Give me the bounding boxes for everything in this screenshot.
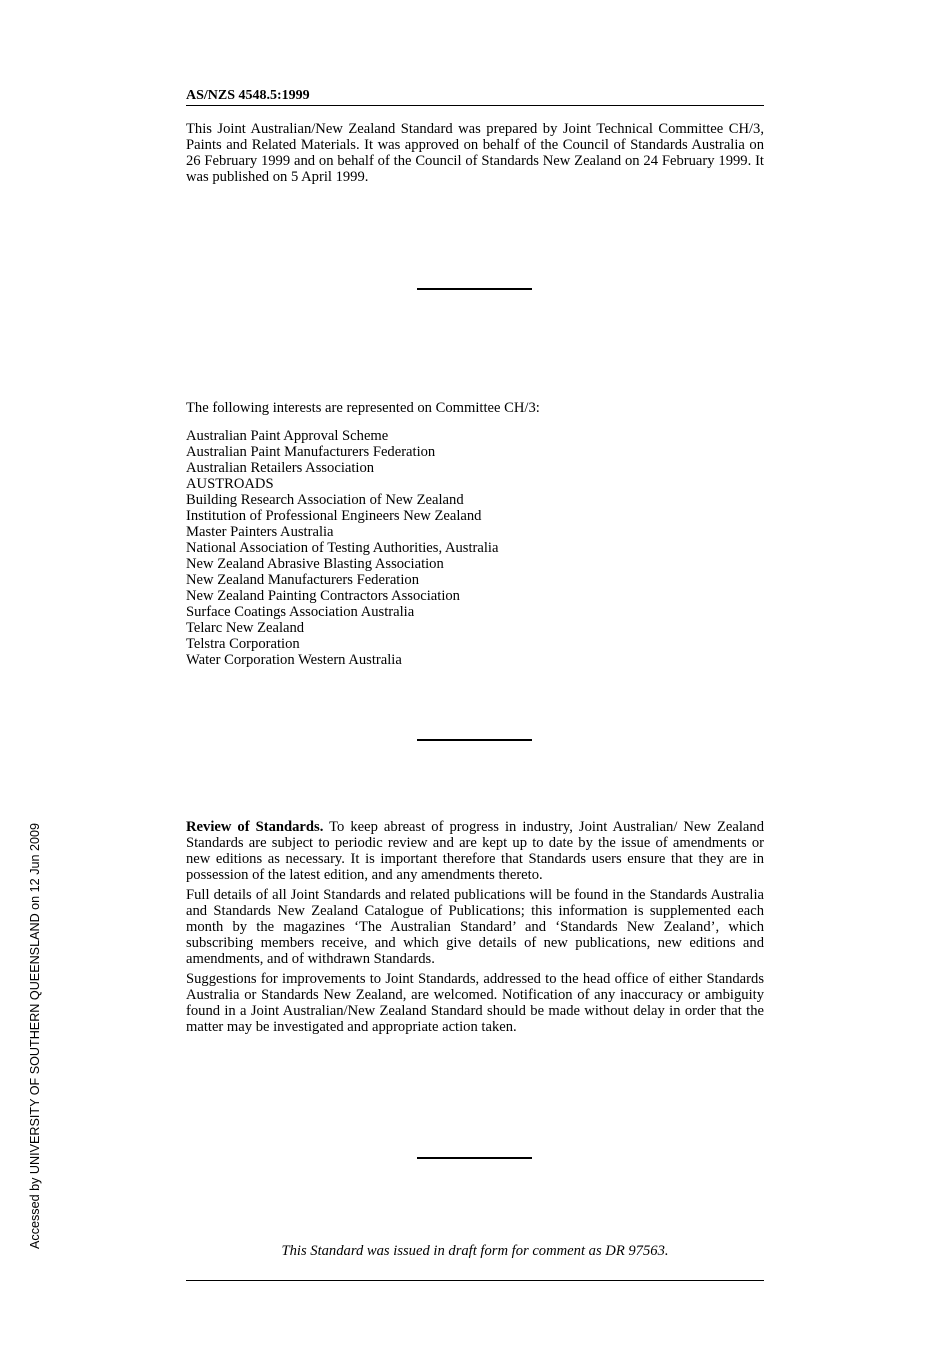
review-paragraph-1-text: To keep abreast of progress in industry, Joint Australian/ New Zealand Standards are subject to periodic review and are kept up to date by the issue of amendments or new editions as necessary. It is important therefore that Standards users ensure that they are in possession of the latest edition, and any amendments thereto.	[186, 819, 765, 883]
committee-intro: The following interests are represented on Committee CH/3:	[186, 400, 540, 416]
list-item: Master Painters Australia	[186, 524, 334, 540]
footer-rule	[186, 1280, 764, 1281]
list-item: AUSTROADS	[186, 476, 274, 492]
document-code: AS/NZS 4548.5:1999	[186, 88, 310, 103]
review-paragraph-1	[186, 819, 764, 883]
list-item: Institution of Professional Engineers New Zealand	[186, 508, 482, 524]
section-divider-1	[417, 288, 532, 290]
review-of-standards-section	[186, 819, 764, 1039]
list-item: Surface Coatings Association Australia	[186, 604, 415, 620]
list-item: Water Corporation Western Australia	[186, 652, 402, 668]
list-item: Australian Retailers Association	[186, 460, 375, 476]
list-item: Australian Paint Manufacturers Federation	[186, 444, 436, 460]
section-divider-2	[417, 739, 532, 741]
list-item: New Zealand Abrasive Blasting Association	[186, 556, 444, 572]
section-divider-3	[417, 1157, 532, 1159]
list-item: Telarc New Zealand	[186, 620, 305, 636]
committee-member-list	[186, 428, 764, 668]
list-item: New Zealand Manufacturers Federation	[186, 572, 419, 588]
list-item: National Association of Testing Authorities, Australia	[186, 540, 499, 556]
approval-paragraph: This Joint Australian/New Zealand Standard was prepared by Joint Technical Committee CH/3, Paints and Related Materials. It was approved on behalf of the Council of Standards Australia on 26 February 1999 and on behalf of the Council of Standards New Zealand on 24 February 1999. It was published on 5 April 1999.	[186, 121, 764, 185]
list-item: Australian Paint Approval Scheme	[186, 428, 389, 444]
draft-note: This Standard was issued in draft form for comment as DR 97563.	[281, 1243, 669, 1259]
review-heading: Review of Standards.	[186, 819, 324, 835]
list-item: New Zealand Painting Contractors Association	[186, 588, 460, 604]
review-paragraph-2: Full details of all Joint Standards and related publications will be found in the Standards Australia and Standards New Zealand Catalogue of Publications; this information is supplemented each month by the magazines ‘The Australian Standard’ and ‘Standards New Zealand’, which subscribing members receive, and which give details of new publications, new editions and amendments, and of withdrawn Standards.	[186, 887, 764, 967]
list-item: Building Research Association of New Zealand	[186, 492, 464, 508]
review-paragraph-3: Suggestions for improvements to Joint Standards, addressed to the head office of either Standards Australia or Standards New Zealand, are welcomed. Notification of any inaccuracy or ambiguity found in a Joint Australian/New Zealand Standard should be made without delay in order that the matter may be investigated and appropriate action taken.	[186, 971, 764, 1035]
page-header	[186, 88, 764, 106]
list-item: Telstra Corporation	[186, 636, 300, 652]
access-watermark: Accessed by UNIVERSITY OF SOUTHERN QUEENSLAND on 12 Jun 2009	[28, 822, 42, 1249]
